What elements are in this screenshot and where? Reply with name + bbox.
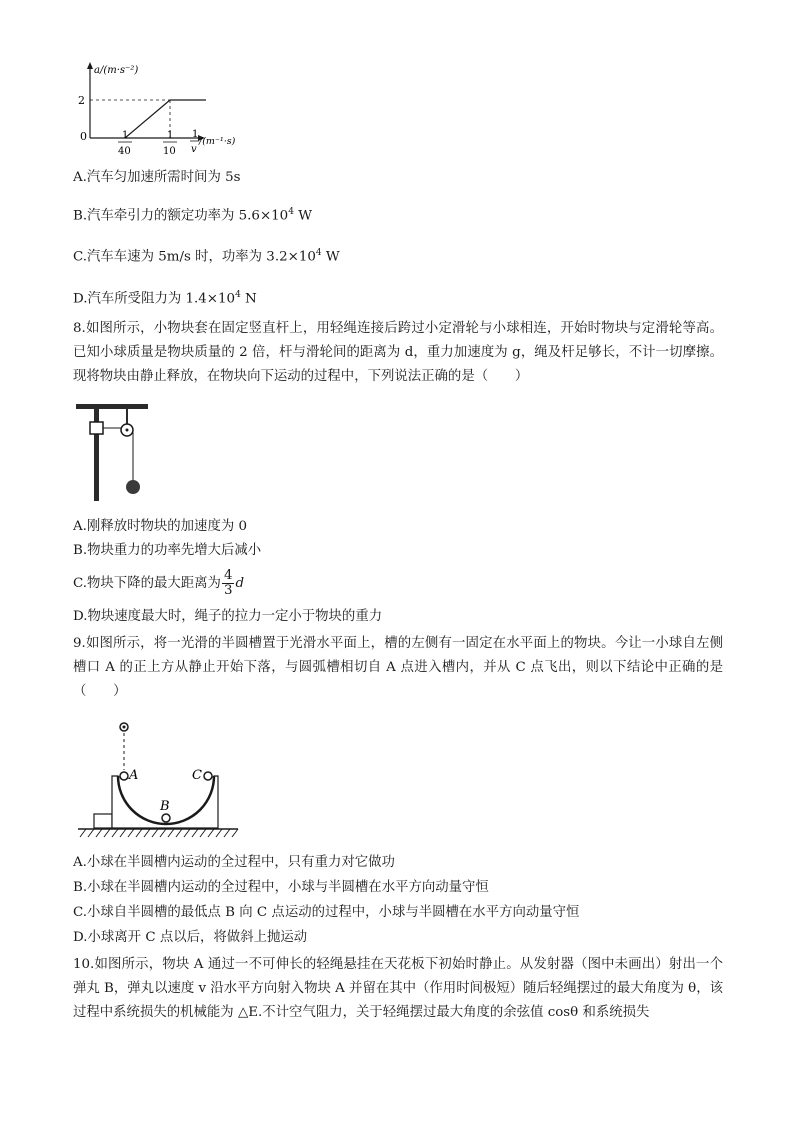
y-tick-2: 2 <box>78 94 85 107</box>
label-c: C <box>192 768 202 783</box>
q7-option-b <box>73 202 312 226</box>
sliding-block <box>90 422 103 434</box>
half-pipe-diagram <box>76 716 246 841</box>
q7-option-c-exp: 4 <box>315 248 322 258</box>
q9-option-c: C.小球自半圆槽的最低点 B 向 C 点运动的过程中，小球与半圆槽在水平方向动量守恒 <box>73 905 580 920</box>
q8-option-c <box>73 565 244 603</box>
x-tick2-den: 10 <box>163 146 176 157</box>
q7-option-b-unit: W <box>293 208 312 224</box>
q9-option-b: B.小球在半圆槽内运动的全过程中，小球与半圆槽在水平方向动量守恒 <box>73 880 489 895</box>
hanging-ball <box>126 480 140 494</box>
ball-at-a <box>120 772 128 780</box>
q7-option-c-text: C.汽车车速为 5m/s 时，功率为 3.2×10 <box>73 249 316 265</box>
q7-option-b-exp: 4 <box>288 207 294 217</box>
y-axis-arrow <box>87 62 93 69</box>
falling-ball-core <box>123 726 126 729</box>
label-a: A <box>129 768 139 783</box>
fraction-denominator: 3 <box>223 583 233 598</box>
ceiling <box>76 404 148 409</box>
q7-option-d <box>73 285 257 309</box>
q8-option-c-var: d <box>235 576 245 591</box>
x-axis-unit: /(m⁻¹·s) <box>199 136 236 147</box>
q7-option-d-unit: N <box>240 291 257 307</box>
ground-hatching <box>80 829 238 837</box>
q9-option-a: A.小球在半圆槽内运动的全过程中，只有重力对它做功 <box>73 855 395 870</box>
q8-option-b: B.物块重力的功率先增大后减小 <box>73 543 262 558</box>
acceleration-graph <box>78 62 236 162</box>
x-tick1-den: 40 <box>118 146 131 157</box>
q8-option-c-text: C.物块下降的最大距离为 <box>73 576 221 591</box>
pulley-diagram <box>74 402 154 502</box>
x-axis-den: v <box>191 144 197 155</box>
q7-option-d-exp: 4 <box>235 290 241 300</box>
q8-option-a: A.刚释放时物块的加速度为 0 <box>73 519 247 534</box>
fixed-block <box>94 814 112 828</box>
origin-label: 0 <box>80 130 87 143</box>
q7-option-b-text: B.汽车牵引力的额定功率为 5.6×10 <box>73 208 289 224</box>
y-axis-label: a/(m·s⁻²) <box>94 65 139 76</box>
q7-option-d-text: D.汽车所受阻力为 1.4×10 <box>73 291 236 307</box>
pulley-axle <box>126 429 129 432</box>
fraction-numerator: 4 <box>223 568 233 583</box>
q9-stem: 9.如图所示，将一光滑的半圆槽置于光滑水平面上，槽的左侧有一固定在水平面上的物块。今让一小球自左侧槽口 A 的正上方从静止开始下落，与圆弧槽相切自 A 点进入槽内，并从 C 点飞出，则以下结论中正确的是（ ） <box>73 636 723 699</box>
ball-at-c <box>204 772 212 780</box>
label-b: B <box>160 799 170 814</box>
q8-option-d: D.物块速度最大时，绳子的拉力一定小于物块的重力 <box>73 609 383 624</box>
q7-option-c-unit: W <box>321 249 340 265</box>
q7-option-a: A.汽车匀加速所需时间为 5s <box>73 170 241 185</box>
q9-option-d: D.小球离开 C 点以后，将做斜上抛运动 <box>73 930 308 945</box>
graph-ramp <box>125 100 170 138</box>
x-tick2-num: 1 <box>167 130 174 141</box>
ball-at-b <box>162 814 170 822</box>
q8-stem: 8.如图所示，小物块套在固定竖直杆上，用轻绳连接后跨过小定滑轮与小球相连，开始时物块与定滑轮等高。已知小球质量是物块质量的 2 倍，杆与滑轮间的距离为 d，重力加速度为 g，绳及杆足够长，不计一切摩擦。现将物块由静止释放，在物块向下运动的过程中，下列说法正确的是（ ） <box>73 321 723 384</box>
q10-stem: 10.如图所示，物块 A 通过一不可伸长的轻绳悬挂在天花板下初始时静止。从发射器（图中未画出）射出一个弹丸 B，弹丸以速度 v 沿水平方向射入物块 A 并留在其中（作用时间极短）随后轻绳摆过的最大角度为 θ，该过程中系统损失的机械能为 △E.不计空气阻力，关于轻绳摆过最大角度的余弦值 cosθ 和系统损失 <box>73 957 723 1020</box>
x-axis-num: 1 <box>192 129 199 140</box>
q8-option-c-fraction <box>222 569 235 598</box>
x-tick1-num: 1 <box>122 130 129 141</box>
q7-option-c <box>73 243 340 267</box>
